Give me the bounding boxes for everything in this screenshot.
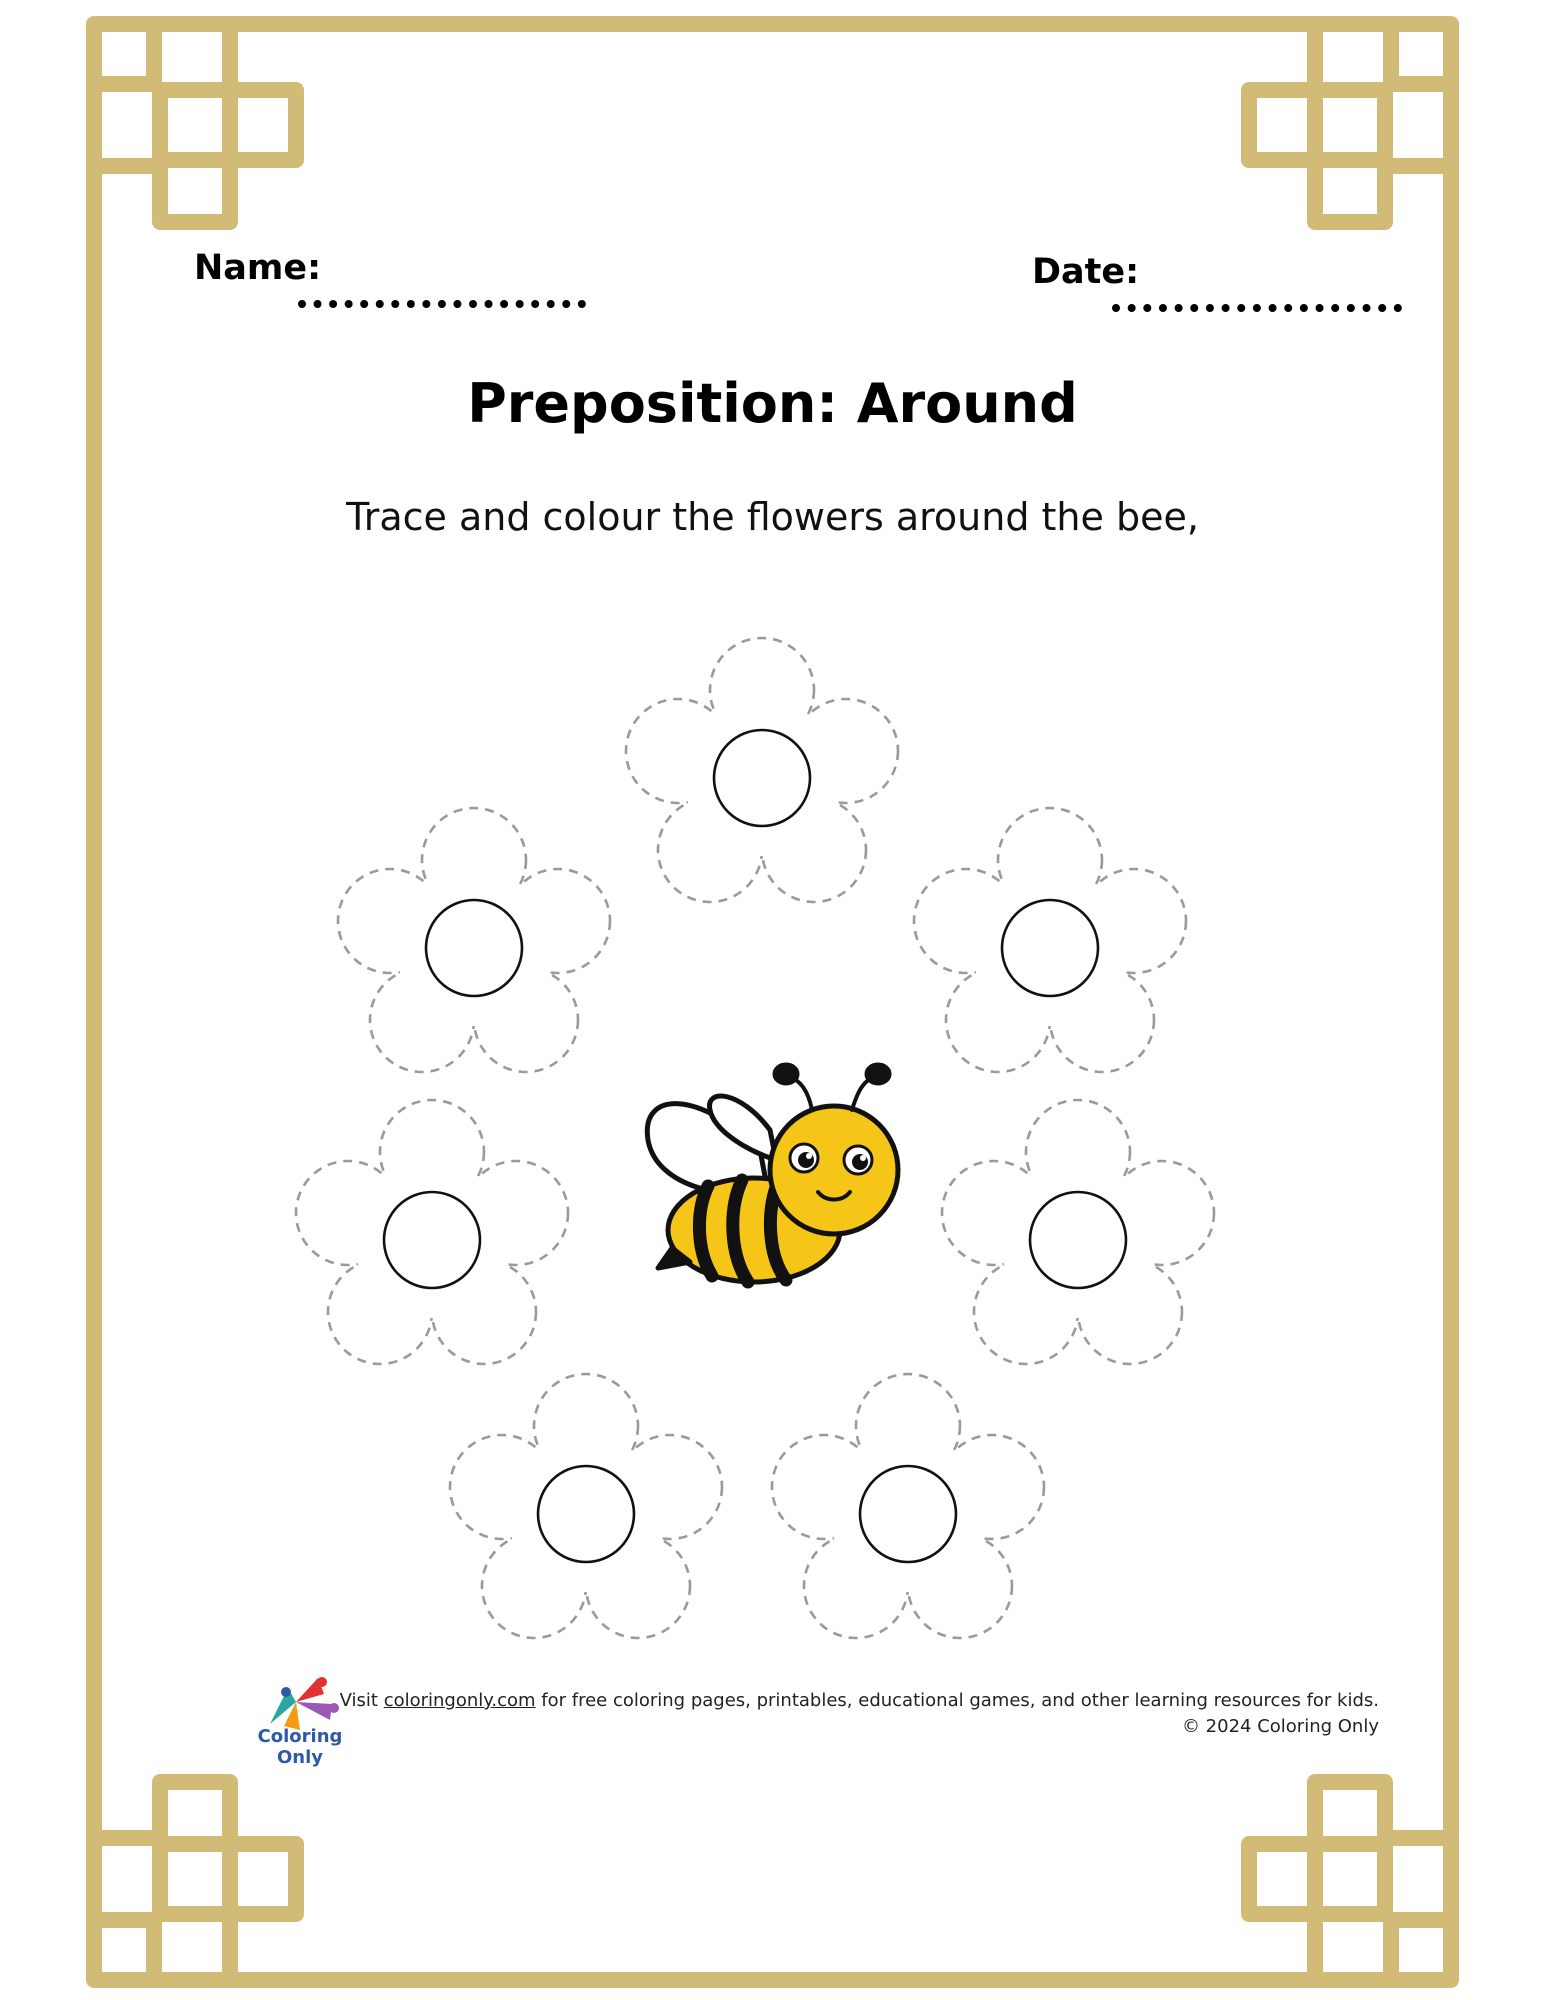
flower-lower-left[interactable] (296, 1100, 568, 1364)
footer-visit-prefix: Visit (339, 1690, 384, 1711)
flower-top[interactable] (626, 638, 898, 902)
footer-copyright: © 2024 Coloring Only (1181, 1716, 1379, 1737)
date-label: Date: (1032, 252, 1140, 292)
flower-bottom-right[interactable] (772, 1374, 1044, 1638)
flower-upper-left[interactable] (338, 808, 610, 1072)
flower-upper-right[interactable] (914, 808, 1186, 1072)
coloringonly-link[interactable]: coloringonly.com (383, 1690, 536, 1711)
bee-illustration (647, 1065, 898, 1282)
coloring-only-logo-text: Coloring Only (257, 1726, 343, 1768)
page-title: Preposition: Around (467, 372, 1078, 435)
footer (340, 1688, 1379, 1740)
flower-lower-right[interactable] (942, 1100, 1214, 1364)
footer-visit-line (340, 1688, 1379, 1714)
instruction-text: Trace and colour the flowers around the bee, (346, 495, 1199, 539)
flower-bottom-left[interactable] (450, 1374, 722, 1638)
footer-visit-suffix: for free coloring pages, printables, educational games, and other learning resources for kids. (535, 1690, 1379, 1711)
name-label: Name: (194, 248, 322, 288)
